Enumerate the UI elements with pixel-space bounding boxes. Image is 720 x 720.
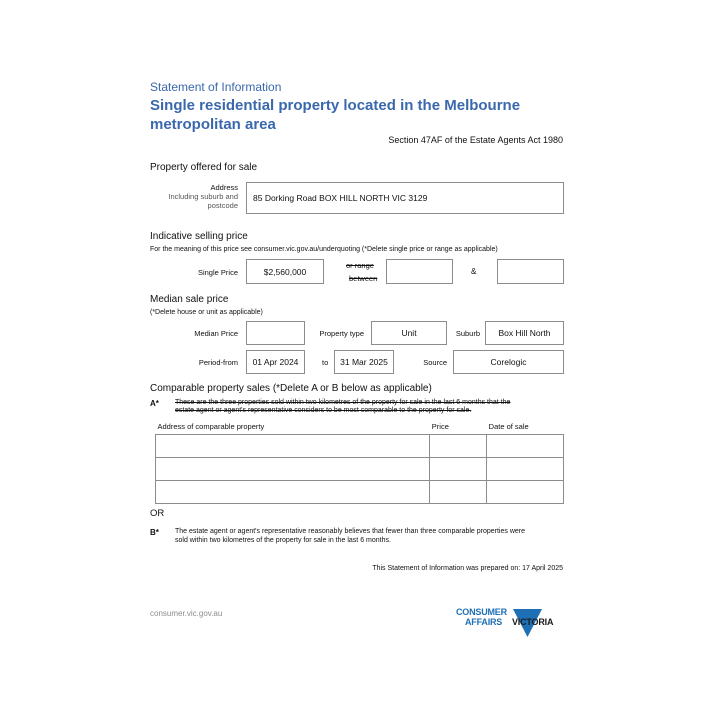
table-cell-date[interactable] bbox=[487, 435, 564, 458]
property-type-value: Unit bbox=[401, 328, 417, 338]
section-reference: Section 47AF of the Estate Agents Act 1980 bbox=[388, 135, 563, 145]
logo-text-affairs: AFFAIRS bbox=[465, 617, 503, 627]
range-low-field[interactable] bbox=[386, 259, 453, 284]
suburb-field[interactable] bbox=[485, 321, 564, 345]
option-a-text-line1: These are the three properties sold within two kilometres of the property for sale in the last 6 months that the bbox=[175, 399, 511, 406]
period-from-label: Period-from bbox=[198, 358, 238, 367]
table-row bbox=[156, 481, 564, 504]
column-header-price: Price bbox=[431, 422, 449, 431]
option-b-text-line2: sold within two kilometres of the property for sale in the last 6 months. bbox=[175, 537, 391, 544]
range-ampersand: & bbox=[471, 267, 477, 276]
table-cell-price[interactable] bbox=[430, 481, 487, 504]
table-cell-address[interactable] bbox=[156, 458, 430, 481]
source-label: Source bbox=[423, 358, 447, 367]
document-kicker: Statement of Information bbox=[150, 80, 282, 94]
table-cell-address[interactable] bbox=[156, 435, 430, 458]
option-a-text-line2: estate agent or agent's representative considers to be most comparable to the property for sale. bbox=[175, 407, 472, 414]
source-field[interactable] bbox=[453, 350, 564, 374]
period-from-field[interactable] bbox=[246, 350, 305, 374]
address-field[interactable] bbox=[246, 182, 564, 214]
comparable-sales-table bbox=[155, 421, 564, 504]
column-header-date: Date of sale bbox=[488, 422, 529, 431]
suburb-value: Box Hill North bbox=[498, 328, 551, 338]
address-label: Address bbox=[210, 183, 238, 192]
or-label: OR bbox=[150, 508, 165, 519]
source-value: Corelogic bbox=[490, 357, 527, 367]
table-cell-address[interactable] bbox=[156, 481, 430, 504]
footer-website-link[interactable]: consumer.vic.gov.au bbox=[150, 609, 223, 618]
property-heading: Property offered for sale bbox=[150, 162, 258, 173]
logo-text-consumer: CONSUMER bbox=[456, 607, 507, 617]
table-cell-date[interactable] bbox=[487, 481, 564, 504]
document-title-line2: metropolitan area bbox=[150, 116, 276, 133]
table-header-row bbox=[156, 421, 564, 435]
single-price-value: $2,560,000 bbox=[263, 266, 307, 277]
address-sublabel-2: postcode bbox=[207, 201, 238, 210]
table-cell-price[interactable] bbox=[430, 435, 487, 458]
period-to-field[interactable] bbox=[334, 350, 394, 374]
logo-text-victoria: VICTORIA bbox=[512, 617, 554, 627]
suburb-label: Suburb bbox=[455, 329, 480, 338]
median-price-label: Median Price bbox=[194, 329, 238, 338]
document-title-line1: Single residential property located in the Melbourne bbox=[150, 97, 521, 114]
period-to-value: 31 Mar 2025 bbox=[340, 357, 388, 367]
period-to-label: to bbox=[322, 358, 329, 367]
option-a-marker: A* bbox=[150, 399, 159, 408]
median-price-field[interactable] bbox=[246, 321, 305, 345]
table-row bbox=[156, 435, 564, 458]
table-cell-date[interactable] bbox=[487, 458, 564, 481]
property-type-field[interactable] bbox=[371, 321, 447, 345]
prepared-date-text: This Statement of Information was prepared on: 17 April 2025 bbox=[372, 565, 563, 572]
comparable-heading: Comparable property sales (*Delete A or B below as applicable) bbox=[150, 383, 432, 394]
option-b-text-line1: The estate agent or agent's representative reasonably believes that fewer than three comparable properties were bbox=[175, 528, 525, 535]
single-price-field[interactable] bbox=[246, 259, 324, 284]
consumer-affairs-victoria-logo bbox=[456, 606, 568, 640]
address-value: 85 Dorking Road BOX HILL NORTH VIC 3129 bbox=[253, 193, 428, 203]
table-cell-price[interactable] bbox=[430, 458, 487, 481]
median-note: (*Delete house or unit as applicable) bbox=[150, 309, 263, 316]
median-heading: Median sale price bbox=[150, 294, 229, 305]
period-from-value: 01 Apr 2024 bbox=[252, 357, 299, 367]
indicative-heading: Indicative selling price bbox=[150, 231, 248, 242]
range-high-field[interactable] bbox=[497, 259, 564, 284]
single-price-label: Single Price bbox=[197, 268, 238, 277]
indicative-note: For the meaning of this price see consumer.vic.gov.au/underquoting (*Delete single price or range as applicable) bbox=[150, 246, 498, 253]
address-sublabel-1: Including suburb and bbox=[168, 192, 238, 201]
between-label: between bbox=[349, 274, 378, 283]
or-range-label: or range bbox=[346, 261, 374, 270]
table-row bbox=[156, 458, 564, 481]
property-type-label: Property type bbox=[319, 329, 364, 338]
option-b-marker: B* bbox=[150, 528, 159, 537]
column-header-address: Address of comparable property bbox=[157, 422, 265, 431]
